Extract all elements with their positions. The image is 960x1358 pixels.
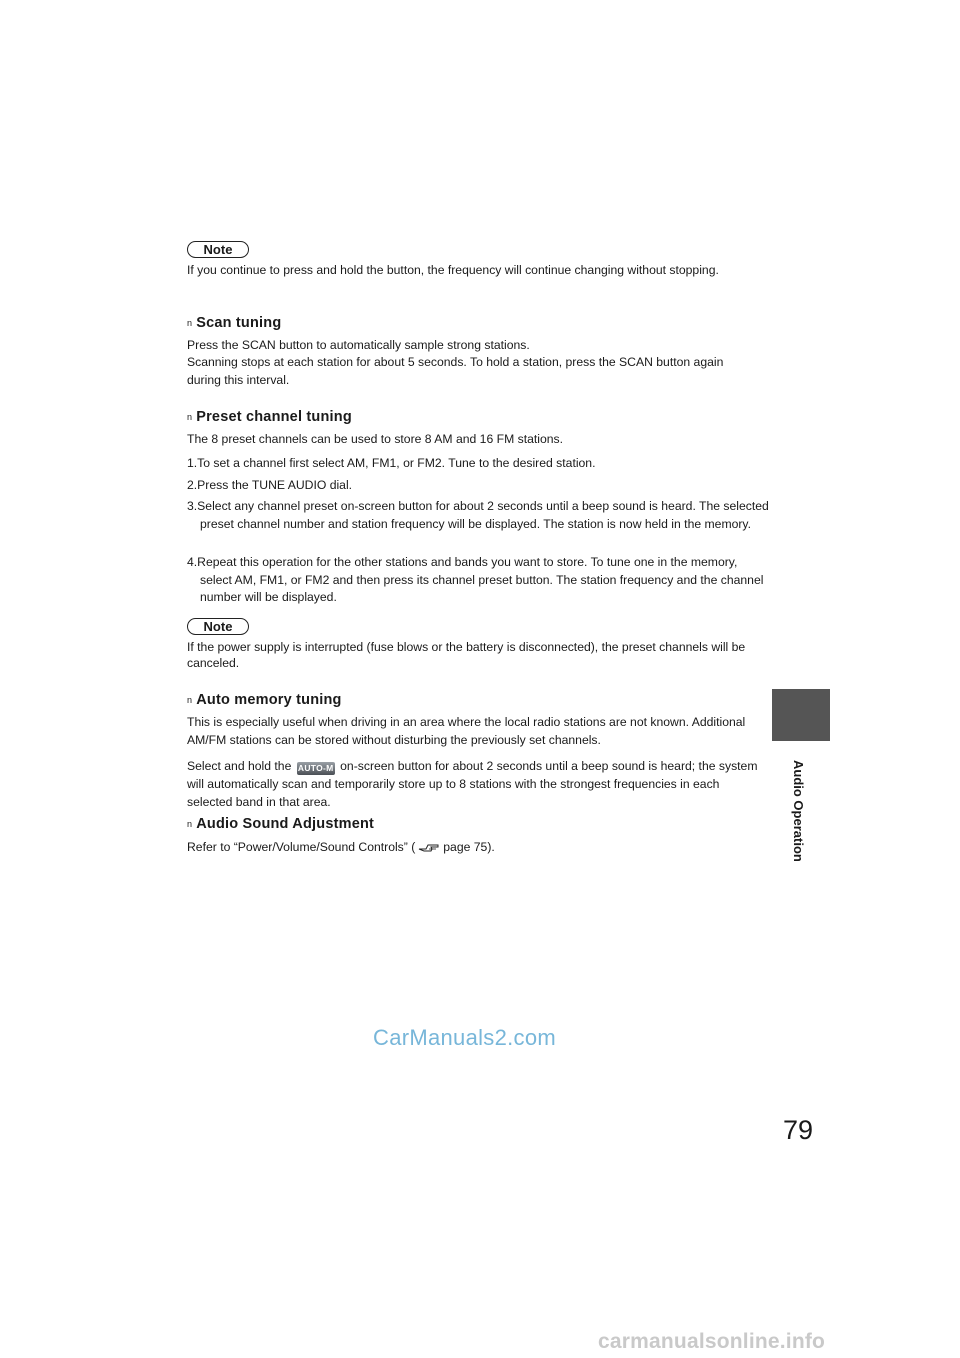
watermark-bottom: carmanualsonline.info: [598, 1330, 826, 1353]
section-side-label: Audio Operation: [791, 760, 806, 862]
section-heading-scan: [187, 315, 281, 331]
section-heading-sound: [187, 816, 374, 832]
heading-text: Scan tuning: [196, 315, 282, 331]
bullet-marker: n: [187, 819, 193, 829]
step-number: 2.: [187, 478, 198, 492]
list-item: [187, 455, 770, 473]
preset-intro: The 8 preset channels can be used to store 8 AM and 16 FM stations.: [187, 432, 563, 446]
bullet-marker: n: [187, 695, 193, 705]
list-item: [187, 498, 770, 533]
page-link[interactable]: page 75).: [443, 840, 495, 854]
note-badge: Note: [187, 241, 249, 258]
step-number: 3.: [187, 499, 198, 513]
note-badge: Note: [187, 618, 249, 635]
step-number: 4.: [187, 555, 198, 569]
step-text: To set a channel first select AM, FM1, or FM2. Tune to the desired station.: [197, 456, 596, 470]
auto-paragraph-1: This is especially useful when driving in an area where the local radio stations are not known. Additional AM/FM stations can be stored without disturbing the previously set channels.: [187, 715, 746, 747]
section-heading-preset: [187, 409, 352, 425]
note-text: If the power supply is interrupted (fuse blows or the battery is disconnected), the preset channels will be canceled.: [187, 640, 746, 670]
para-text: Select and hold the: [187, 759, 292, 773]
section-tab-marker: [772, 689, 830, 741]
ref-text: Refer to “Power/Volume/Sound Controls” (: [187, 840, 416, 854]
scan-paragraph-2: Scanning stops at each station for about 5 seconds. To hold a station, press the SCAN button again during this interval.: [187, 355, 724, 387]
step-text: Repeat this operation for the other stations and bands you want to store. To tune one in the memory, select AM, FM1, or FM2 and then press its channel preset button. The station frequency and the channel number will be displayed.: [197, 555, 764, 604]
auto-paragraph-2: [187, 757, 762, 811]
pointing-hand-icon: [418, 840, 440, 858]
bullet-marker: n: [187, 318, 193, 328]
bullet-marker: n: [187, 412, 193, 422]
scan-paragraph-1: Press the SCAN button to automatically sample strong stations.: [187, 338, 530, 352]
page-number: 79: [782, 1115, 814, 1145]
list-item: [187, 554, 770, 607]
section-heading-auto: [187, 692, 342, 708]
auto-m-button-image: AUTO-M: [297, 763, 334, 773]
watermark-top: CarManuals2.com: [373, 1025, 557, 1050]
heading-text: Preset channel tuning: [196, 409, 352, 425]
list-item: [187, 477, 770, 495]
step-text: Press the TUNE AUDIO dial.: [197, 478, 353, 492]
step-text: Select any channel preset on-screen button for about 2 seconds until a beep sound is heard. The selected preset channel number and station frequency will be displayed. The station is now held in the memory.: [197, 499, 769, 531]
sound-reference: [187, 838, 762, 858]
heading-text: Audio Sound Adjustment: [196, 816, 375, 832]
heading-text: Auto memory tuning: [196, 692, 342, 708]
step-number: 1.: [187, 456, 198, 470]
note-text: If you continue to press and hold the button, the frequency will continue changing without stopping.: [187, 263, 719, 277]
para-text: on-screen button for about 2 seconds until a beep sound is heard; the system will automatically scan and temporarily store up to 8 stations with the strongest frequencies in each selected band in that area.: [187, 759, 758, 809]
